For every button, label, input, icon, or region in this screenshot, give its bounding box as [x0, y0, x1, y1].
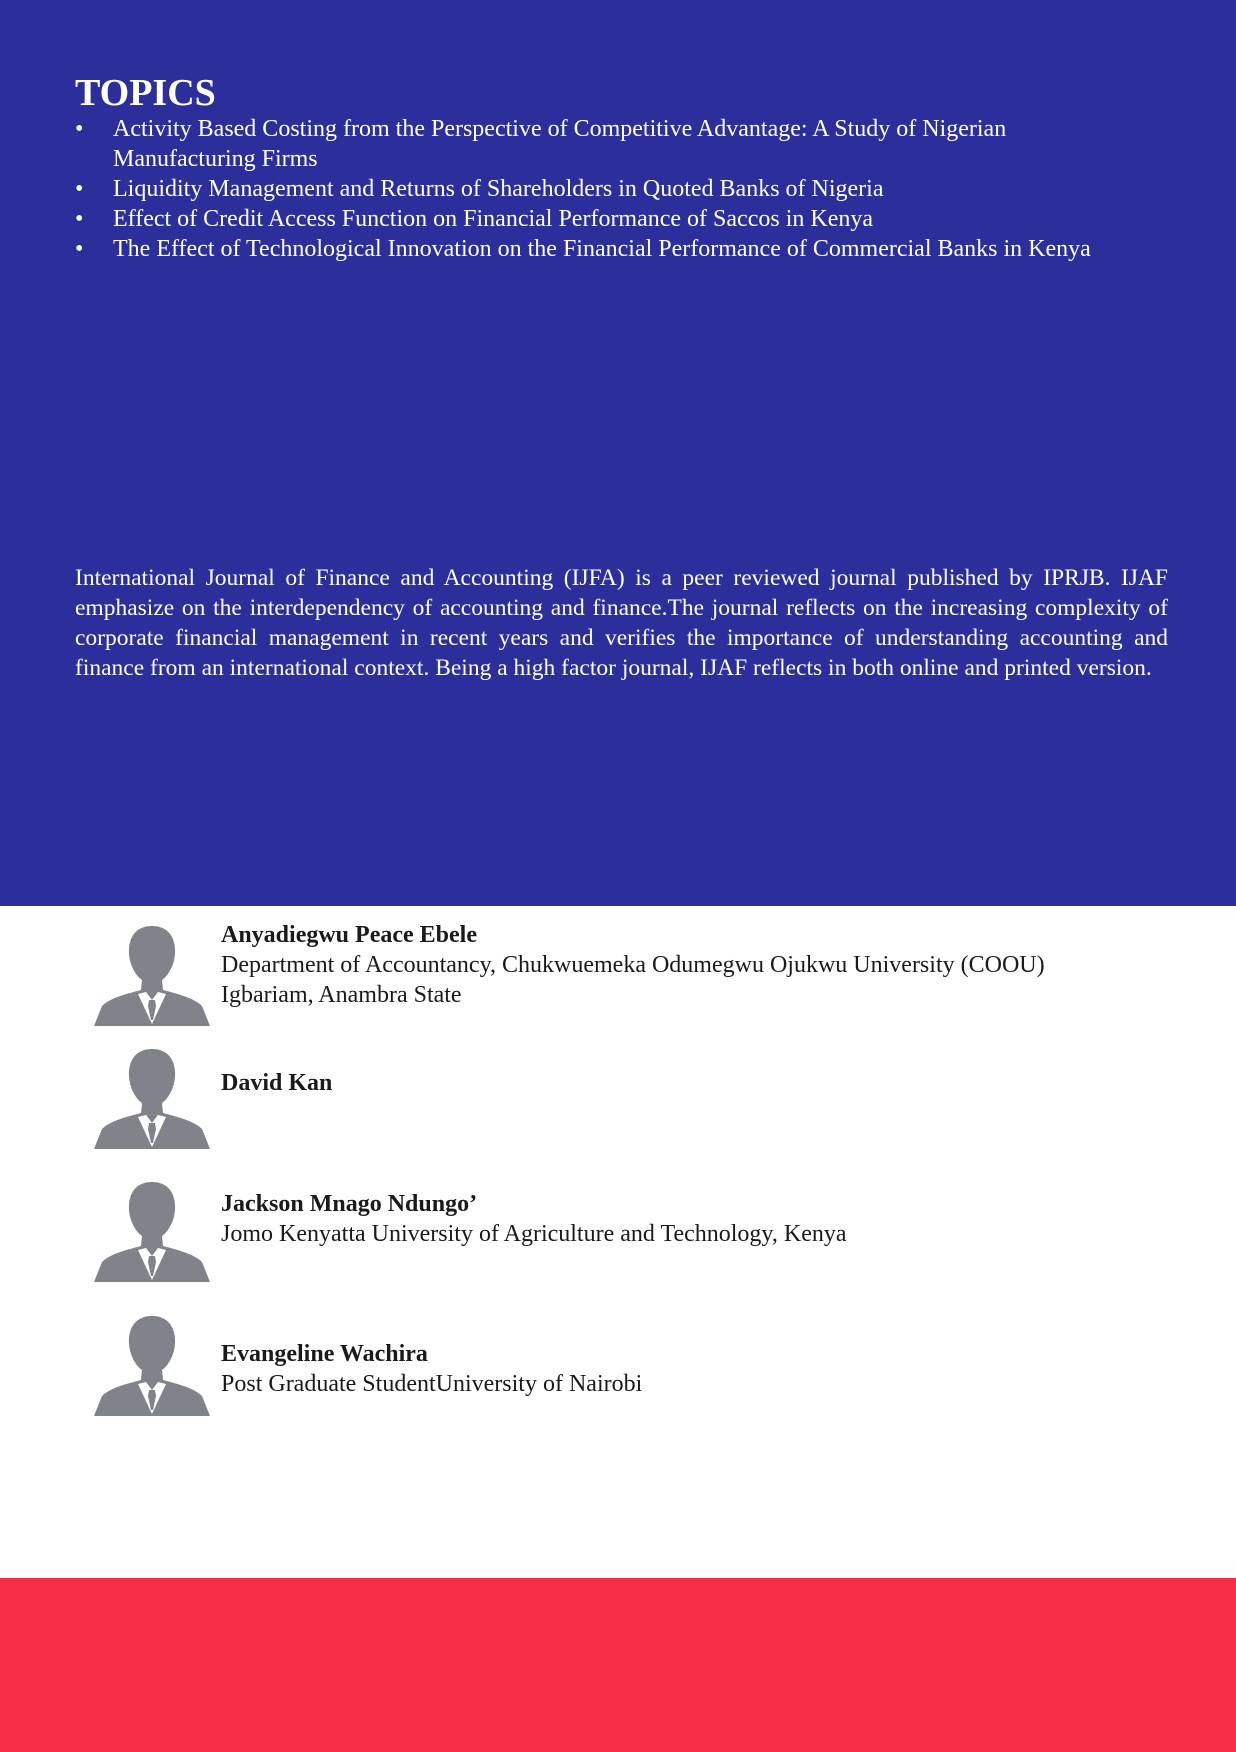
person-silhouette-icon — [92, 1043, 212, 1149]
author-entry — [92, 1310, 1192, 1416]
author-affiliation: Department of Accountancy, Chukwuemeka Odumegwu Ojukwu University (COOU) — [221, 952, 1045, 978]
bullet-icon: • — [75, 236, 84, 262]
topic-text: The Effect of Technological Innovation on the Financial Performance of Commercial Banks in Kenya — [113, 236, 1091, 262]
author-text — [221, 920, 1045, 1010]
topics-list — [75, 114, 1175, 264]
author-text — [221, 1339, 642, 1399]
person-silhouette-icon — [92, 1310, 212, 1416]
topic-text: Liquidity Management and Returns of Shareholders in Quoted Banks of Nigeria — [113, 176, 884, 202]
author-affiliation: Jomo Kenyatta University of Agriculture and Technology, Kenya — [221, 1221, 847, 1247]
author-entry — [92, 1043, 1192, 1149]
author-name: David Kan — [221, 1070, 333, 1096]
author-text — [221, 1189, 847, 1249]
author-name: Anyadiegwu Peace Ebele — [221, 922, 477, 948]
topic-text: Effect of Credit Access Function on Financial Performance of Saccos in Kenya — [113, 206, 873, 232]
bullet-icon: • — [75, 206, 84, 232]
author-affiliation: Post Graduate StudentUniversity of Nairobi — [221, 1371, 643, 1397]
bullet-icon: • — [75, 176, 84, 202]
author-entry — [92, 920, 1192, 1026]
author-entry — [92, 1176, 1192, 1282]
author-affiliation: Igbariam, Anambra State — [221, 982, 462, 1008]
author-name: Evangeline Wachira — [221, 1341, 428, 1367]
topic-item — [75, 234, 1175, 264]
person-silhouette-icon — [92, 1176, 212, 1282]
author-name: Jackson Mnago Ndungo’ — [221, 1191, 478, 1217]
topic-item — [75, 204, 1175, 234]
person-silhouette-icon — [92, 920, 212, 1026]
topic-item — [75, 174, 1175, 204]
topic-text: Activity Based Costing from the Perspective of Competitive Advantage: A Study of Nigerian Manufacturing Firms — [113, 116, 1007, 172]
topics-heading: TOPICS — [75, 72, 216, 114]
journal-description: International Journal of Finance and Accounting (IJFA) is a peer reviewed journal published by IPRJB. IJAF emphasize on the interdependency of accounting and finance.The journal reflects on the increasing complexity of corporate financial management in recent years and verifies the importance of understanding accounting and finance from an international context. Being a high factor journal, IJAF reflects in both online and printed version. — [75, 565, 1168, 681]
bullet-icon: • — [75, 116, 84, 142]
bottom-banner — [0, 1578, 1236, 1752]
author-text — [221, 1068, 332, 1098]
topic-item — [75, 114, 1175, 174]
